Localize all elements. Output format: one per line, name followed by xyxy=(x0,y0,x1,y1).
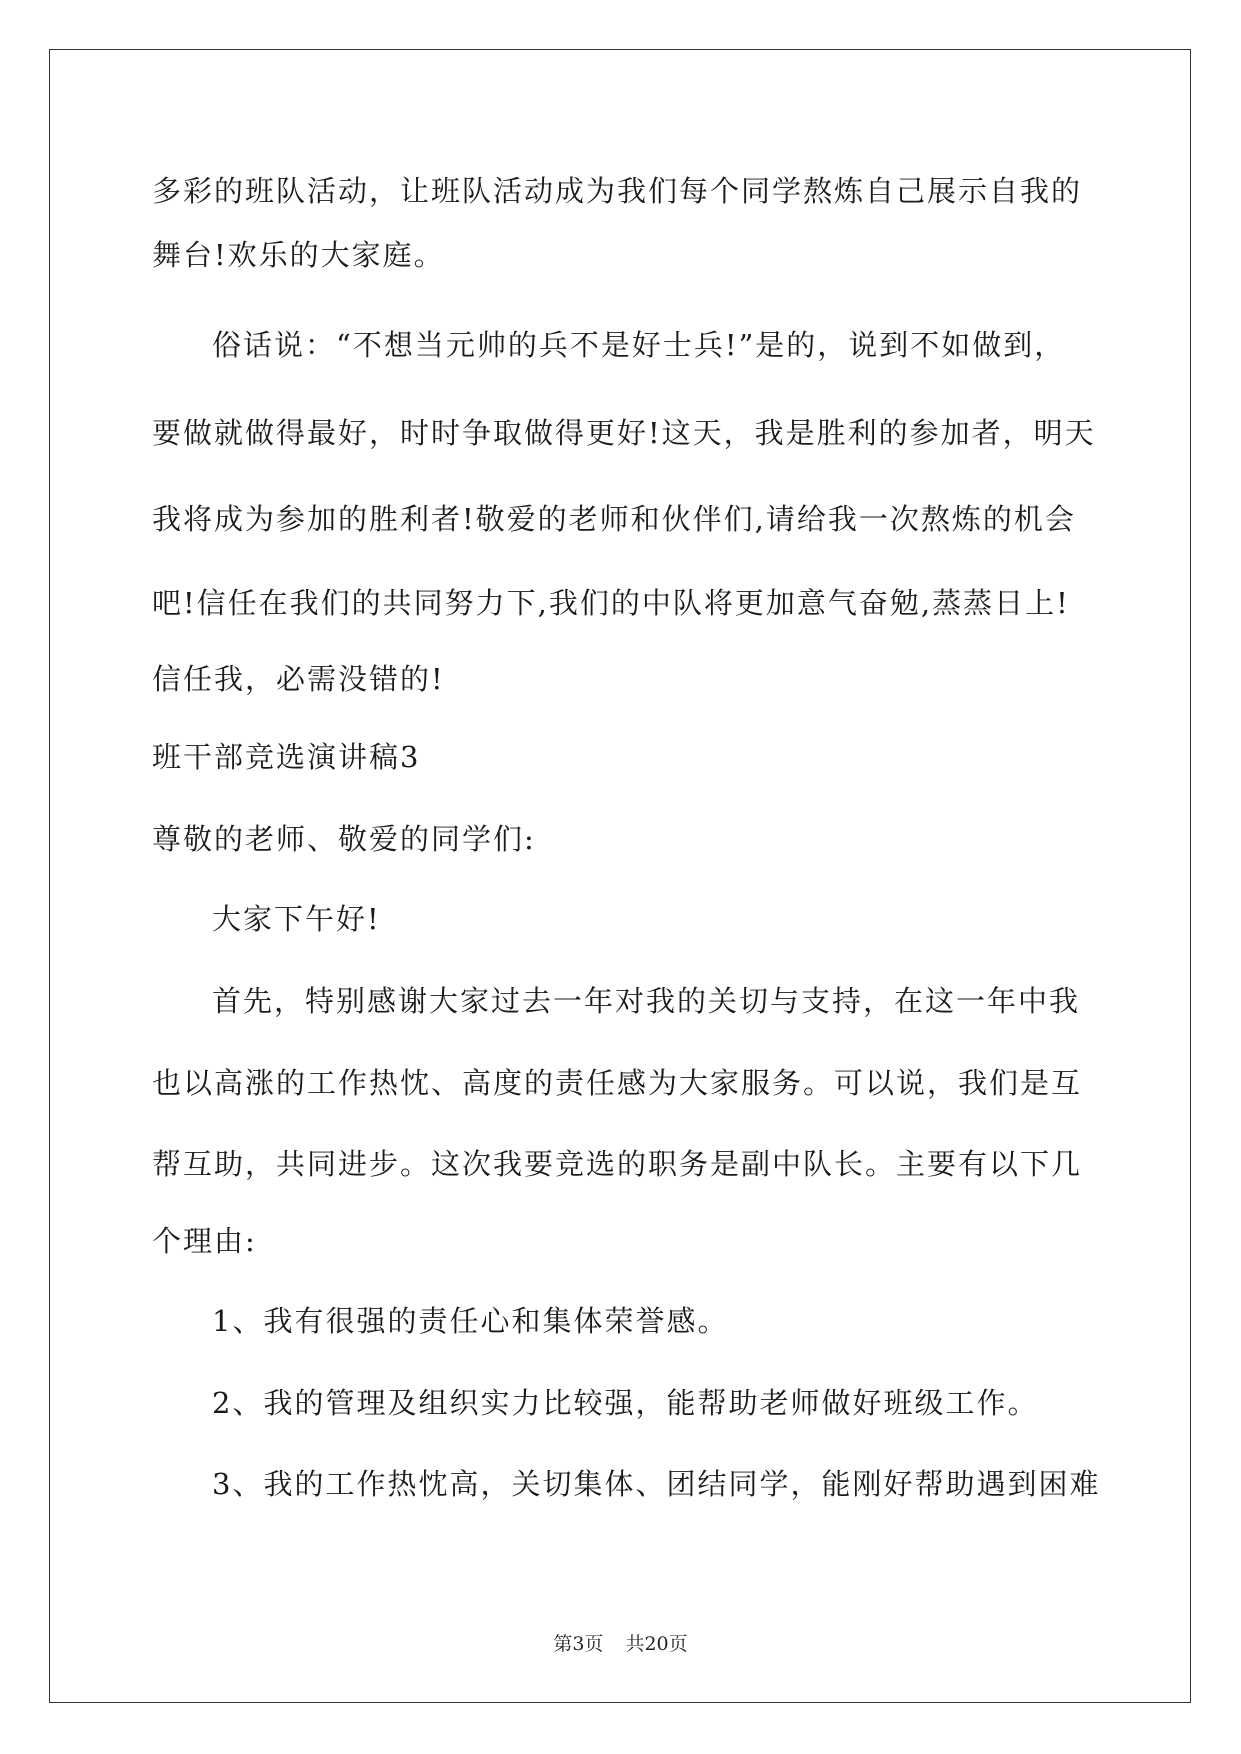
page-number: 第3页 xyxy=(553,1633,604,1655)
text-line-2: 舞台!欢乐的大家庭。 xyxy=(152,238,445,272)
page-total: 共20页 xyxy=(625,1633,688,1655)
text-line-1: 多彩的班队活动，让班队活动成为我们每个同学熬炼自己展示自我的 xyxy=(152,174,1083,208)
text-line-13: 帮互助，共同进步。这次我要竞选的职务是副中队长。主要有以下几 xyxy=(152,1147,1083,1181)
page-frame xyxy=(49,49,1191,1703)
greeting: 大家下午好! xyxy=(212,902,381,936)
list-item-2: 2、我的管理及组织实力比较强，能帮助老师做好班级工作。 xyxy=(212,1386,1039,1420)
section-title: 班干部竞选演讲稿3 xyxy=(152,740,421,774)
list-item-3: 3、我的工作热忱高，关切集体、团结同学，能刚好帮助遇到困难 xyxy=(212,1467,1101,1501)
text-line-5: 我将成为参加的胜利者!敬爱的老师和伙伴们,请给我一次熬炼的机会 xyxy=(152,502,1076,536)
salutation: 尊敬的老师、敬爱的同学们: xyxy=(152,822,536,856)
text-line-11: 首先，特别感谢大家过去一年对我的关切与支持，在这一年中我 xyxy=(212,984,1081,1018)
text-line-3: 俗话说：“不想当元帅的兵不是好士兵!”是的，说到不如做到， xyxy=(212,328,1066,362)
list-item-1: 1、我有很强的责任心和集体荣誉感。 xyxy=(212,1304,729,1338)
text-line-14: 个理由: xyxy=(152,1224,257,1258)
text-line-7: 信任我，必需没错的! xyxy=(152,662,445,696)
text-line-6: 吧!信任在我们的共同努力下,我们的中队将更加意气奋勉,蒸蒸日上! xyxy=(152,586,1070,620)
text-line-12: 也以高涨的工作热忱、高度的责任感为大家服务。可以说，我们是互 xyxy=(152,1066,1083,1100)
page-footer xyxy=(0,1632,1241,1656)
text-line-4: 要做就做得最好，时时争取做得更好!这天，我是胜利的参加者，明天 xyxy=(152,416,1096,450)
